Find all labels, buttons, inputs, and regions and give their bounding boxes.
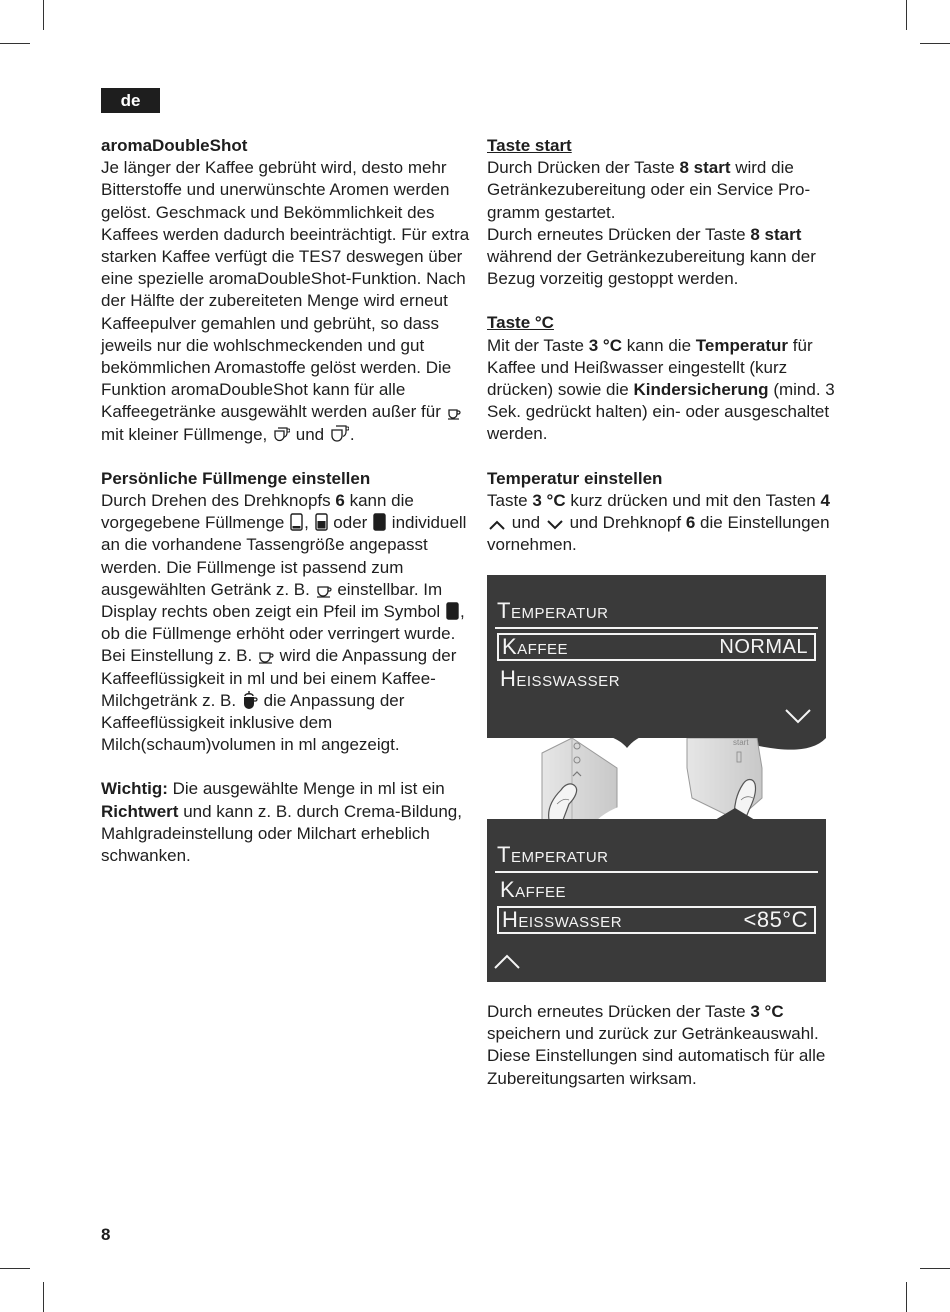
closing-text-block <box>487 1001 857 1090</box>
aromadoubleshot-text: Je länger der Kaffee gebrüht wird, desto mehr Bitterstoffe und unerwünschte Aromen werden gelöst. Geschmack und Bekömmlichkeit des Kaffees werden dadurch beeinträchtigt. Für extra starken Kaffee verfügt die TES7 deswegen über eine spezielle aromaDoubleShot-Funktion. Nach der Hälfte der zubereiteten Menge wird erneut Kaffeepulver gemahlen und gebrüht, so dass jeweils nur die wohlschmeckenden und gut bekömmlichen Aromastoffe gelöst werden. Die Funktion aromaDoubleShot kann für alle Kaffeegetränke ausgewählt werden außer für <box>101 158 470 422</box>
espresso-cup-icon <box>447 406 461 420</box>
set-temp-heading: Temperatur einstellen <box>487 468 663 488</box>
start-key-text-3: Durch erneutes Drücken der Taste <box>487 224 746 244</box>
display-screen-1 <box>487 575 826 738</box>
start-button-label: start <box>733 738 749 747</box>
page-number: 8 <box>101 1225 111 1244</box>
chevron-up-icon <box>493 953 521 976</box>
start-key-text: Durch Drücken der Taste <box>487 158 675 178</box>
set-temp-text: Taste <box>487 490 528 510</box>
display-row-kaffee-selected[interactable] <box>497 633 816 661</box>
start-key-label-2: 8 start <box>750 224 802 244</box>
start-key-paragraph <box>487 157 852 224</box>
chevron-down-icon <box>784 707 812 730</box>
fill-amount-paragraph <box>101 490 471 756</box>
crop-mark <box>0 43 30 44</box>
display-divider <box>495 627 818 629</box>
fill-amount-text-3: oder <box>333 513 368 533</box>
closing-paragraph <box>487 1001 857 1090</box>
fill-amount-text: Durch Drehen des Drehknopfs <box>101 491 331 511</box>
closing-text-2: speichern und zurück zur Getränkeauswahl. Diese Einstellungen sind automatisch für alle Zubereitungsarten wirksam. <box>487 1024 826 1088</box>
temp-key-bold: Temperatur <box>695 335 789 355</box>
cup-medium-fill-icon <box>315 513 328 531</box>
set-temp-text-3: und <box>511 513 541 533</box>
fill-amount-text-8: die Anpassung der Kaffeeflüssigkeit inklusive dem Milch(schaum)volumen in ml angezeigt. <box>101 690 405 755</box>
display-row-value: NORMAL <box>719 636 808 658</box>
crop-mark <box>920 43 950 44</box>
temp-key-text: Mit der Taste <box>487 335 585 355</box>
crop-mark <box>43 0 44 30</box>
chevron-up-icon <box>488 519 506 531</box>
display-row-label: Heisswasser <box>500 666 621 691</box>
fill-amount-text-2: kann die vorgegebene Füllmenge <box>101 491 414 533</box>
temp-key-paragraph <box>487 335 852 446</box>
important-label: Wichtig: <box>101 779 168 799</box>
set-temp-text-2: kurz drücken und mit den Tasten <box>570 490 816 510</box>
espresso-cup-icon <box>316 584 332 598</box>
aromadoubleshot-paragraph <box>101 157 471 446</box>
display-row-kaffee[interactable] <box>497 876 816 904</box>
temp-key-text-4: (mind. 3 Sek. gedrückt halten) ein- oder ausgeschaltet werden. <box>487 380 835 444</box>
fill-amount-text-7: wird die Anpassung der Kaffeeflüssigkeit in ml und bei einem Kaffee-Milchgetränk z. B. <box>101 646 457 710</box>
cup-low-fill-icon <box>290 513 303 531</box>
display-title: Temperatur <box>497 598 609 623</box>
fill-amount-text-6: , ob die Füllmenge erhöht oder verringert wurde. Bei Einstellung z. B. <box>101 602 465 666</box>
left-column <box>101 135 471 867</box>
important-text: Die ausgewählte Menge in ml ist ein <box>172 779 445 799</box>
start-key-heading: Taste start <box>487 136 572 155</box>
closing-text: Durch erneutes Drücken der Taste <box>487 1002 746 1021</box>
aromadoubleshot-text-4: . <box>349 424 355 444</box>
temp-key-text-3: für Kaffee und Heißwasser eingestellt (kurz drücken) sowie die <box>487 335 813 400</box>
crop-mark <box>906 0 907 30</box>
display-row-value: <85°C <box>743 907 808 932</box>
knob-number: 6 <box>335 491 345 511</box>
key-number-4: 4 <box>820 490 830 510</box>
cup-full-fill-icon <box>446 602 459 620</box>
display-row-label: Heisswasser <box>502 907 623 932</box>
aromadoubleshot-heading: aromaDoubleShot <box>101 136 248 155</box>
display-screen-2 <box>487 819 826 982</box>
start-key-paragraph-2 <box>487 224 852 291</box>
crop-mark <box>0 1268 30 1269</box>
cup-full-fill-icon <box>373 513 386 531</box>
important-paragraph <box>101 778 471 867</box>
fill-amount-text-5: einstellbar. Im Display rechts oben zeigt ein Pfeil im Symbol <box>101 579 443 622</box>
display-row-label: Kaffee <box>502 634 569 659</box>
start-key-text-4: während der Getränkezubereitung kann der Bezug vorzeitig gestoppt werden. <box>487 247 816 289</box>
language-badge: de <box>101 88 160 113</box>
crop-mark <box>920 1268 950 1269</box>
double-espresso-icon <box>273 426 290 443</box>
chevron-down-icon <box>546 519 564 531</box>
display-row-heisswasser-selected[interactable] <box>497 906 816 934</box>
set-temp-text-4: und Drehknopf <box>569 513 682 533</box>
temp-key-label: 3 °C <box>588 335 623 355</box>
button-press-illustration <box>487 738 826 820</box>
temp-key-heading: Taste °C <box>487 313 554 333</box>
fill-amount-text-4: individuell an die vorhandene Tassengröße angepasst werden. Die Füllmenge ist passend zum ausgewählten Getränk z. B. <box>101 513 467 599</box>
aromadoubleshot-text-2: mit kleiner Füllmenge, <box>101 424 268 444</box>
display-row-label: Kaffee <box>500 877 567 902</box>
fill-amount-heading: Persönliche Füllmenge einstellen <box>101 468 371 488</box>
set-temp-key: 3 °C <box>532 490 566 510</box>
important-text-2: und kann z. B. durch Crema-Bildung, Mahlgradeinstellung oder Milchart erheblich schwanken. <box>101 801 462 866</box>
double-coffee-icon <box>330 425 349 443</box>
important-bold: Richtwert <box>101 801 179 821</box>
crop-mark <box>906 1282 907 1312</box>
display-divider <box>495 871 818 873</box>
set-temp-paragraph <box>487 490 852 557</box>
crop-mark <box>43 1282 44 1312</box>
milk-coffee-cup-icon <box>242 691 258 709</box>
right-column <box>487 135 852 556</box>
start-key-label: 8 start <box>679 158 731 178</box>
aromadoubleshot-text-3: und <box>295 424 325 444</box>
temp-key-text-2: kann die <box>626 335 692 355</box>
espresso-cup-icon <box>258 650 274 664</box>
set-temp-text-5: die Einstellungen vornehmen. <box>487 513 830 555</box>
display-row-heisswasser[interactable] <box>497 665 816 693</box>
closing-key: 3 °C <box>750 1002 784 1021</box>
start-key-text-2: wird die Getränkezubereitung oder ein Service Programm gestartet. <box>487 158 811 222</box>
knob-number: 6 <box>685 513 696 533</box>
display-title: Temperatur <box>497 842 609 867</box>
child-lock-bold: Kindersicherung <box>633 380 769 400</box>
fill-amount-comma: , <box>304 513 309 533</box>
